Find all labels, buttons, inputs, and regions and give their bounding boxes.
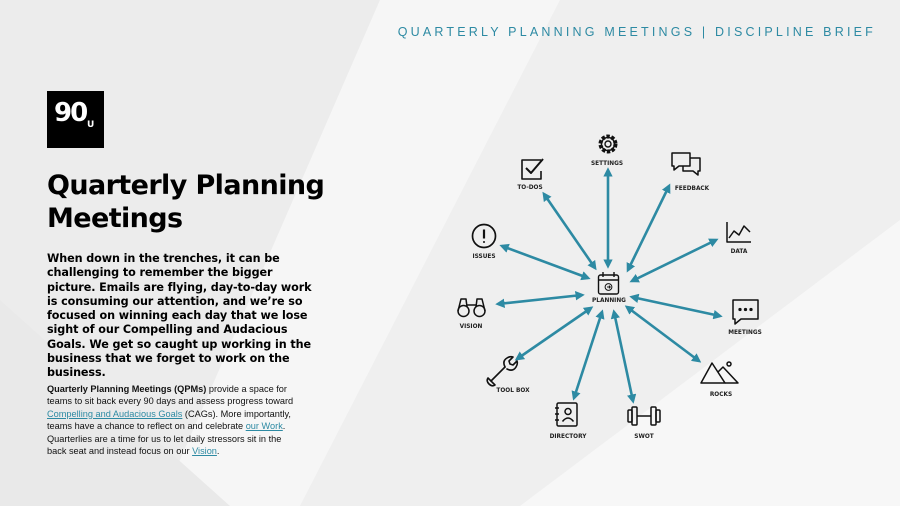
node-rocks [701, 362, 738, 398]
node-label-feedback: FEEDBACK [674, 186, 710, 192]
logo-sub: U [87, 120, 95, 130]
line-chart-icon [727, 222, 751, 242]
node-toolbox [487, 357, 530, 394]
body-text-3: . Quarterlies are a time for us to let daily stressors sit in the back seat and instead focus on our [47, 421, 286, 457]
title-line-2: Meetings [47, 203, 183, 234]
logo-main: 90 [54, 98, 87, 128]
arrow-directory [574, 312, 602, 398]
arrows-group [498, 170, 720, 401]
node-feedback [672, 153, 710, 192]
node-label-directory: DIRECTORY [549, 434, 587, 440]
node-label-meetings: MEETINGS [728, 330, 762, 336]
our-work-link[interactable]: our Work [245, 421, 283, 432]
binoculars-icon [458, 299, 485, 317]
node-label-swot: SWOT [634, 434, 654, 440]
body-text-4: . [216, 446, 220, 457]
message-dots-icon [733, 300, 758, 324]
alert-circle-icon [473, 225, 496, 248]
node-label-todos: TO-DOS [517, 185, 543, 191]
node-data [727, 222, 751, 255]
arrow-data [632, 240, 716, 281]
calendar-icon [599, 272, 619, 294]
node-label-vision: VISION [459, 324, 483, 330]
node-label-data: DATA [730, 249, 748, 255]
dumbbell-icon [628, 407, 660, 425]
arrow-todos [544, 194, 595, 268]
arrow-swot [614, 312, 633, 401]
node-vision [458, 299, 485, 330]
node-swot [628, 407, 660, 440]
wrench-icon [487, 357, 517, 386]
cags-link[interactable]: Compelling and Audacious Goals [47, 408, 183, 419]
arrow-issues [502, 246, 588, 278]
node-planning [592, 272, 626, 304]
arrow-meetings [632, 297, 720, 316]
arrow-toolbox [517, 308, 591, 359]
header-title: QUARTERLY PLANNING MEETINGS | DISCIPLINE BRIEF [397, 25, 876, 39]
node-meetings [728, 300, 762, 336]
qpm-term: Quarterly Planning Meetings (QPMs) [47, 384, 207, 394]
body-text-2: (CAGs). More importantly, teams have a chance to reflect on and celebrate [47, 408, 291, 432]
node-label-issues: ISSUES [472, 254, 496, 260]
contact-book-icon [555, 403, 577, 426]
node-label-settings: SETTINGS [590, 161, 624, 167]
node-todos [517, 159, 543, 191]
node-label-planning: PLANNING [592, 298, 626, 304]
node-label-rocks: ROCKS [709, 392, 733, 398]
chat-bubbles-icon [672, 153, 700, 175]
node-directory [550, 403, 588, 440]
node-label-toolbox: TOOL BOX [496, 388, 530, 394]
title-line-1: Quarterly Planning [47, 170, 325, 201]
vision-link[interactable]: Vision [192, 446, 217, 457]
lead-paragraph: When down in the trenches, it can be challenging to remember the bigger picture. Emails are flying, day-to-day work is consuming our attention, and we’re so focused on winning each day that we lose sight of our Compelling and Audacious Goals. We get so caught up working in the business that we forget to work on the business. [47, 252, 312, 380]
checkbox-icon [522, 159, 543, 179]
mountains-icon [701, 362, 738, 383]
arrow-feedback [628, 186, 669, 270]
node-issues [472, 225, 495, 261]
gear-icon [601, 137, 616, 152]
body-text-1: provide a space for teams to sit back every 90 days and assess progress toward [47, 384, 294, 407]
node-settings [591, 137, 623, 168]
arrow-rocks [627, 307, 699, 361]
arrow-vision [498, 295, 582, 304]
